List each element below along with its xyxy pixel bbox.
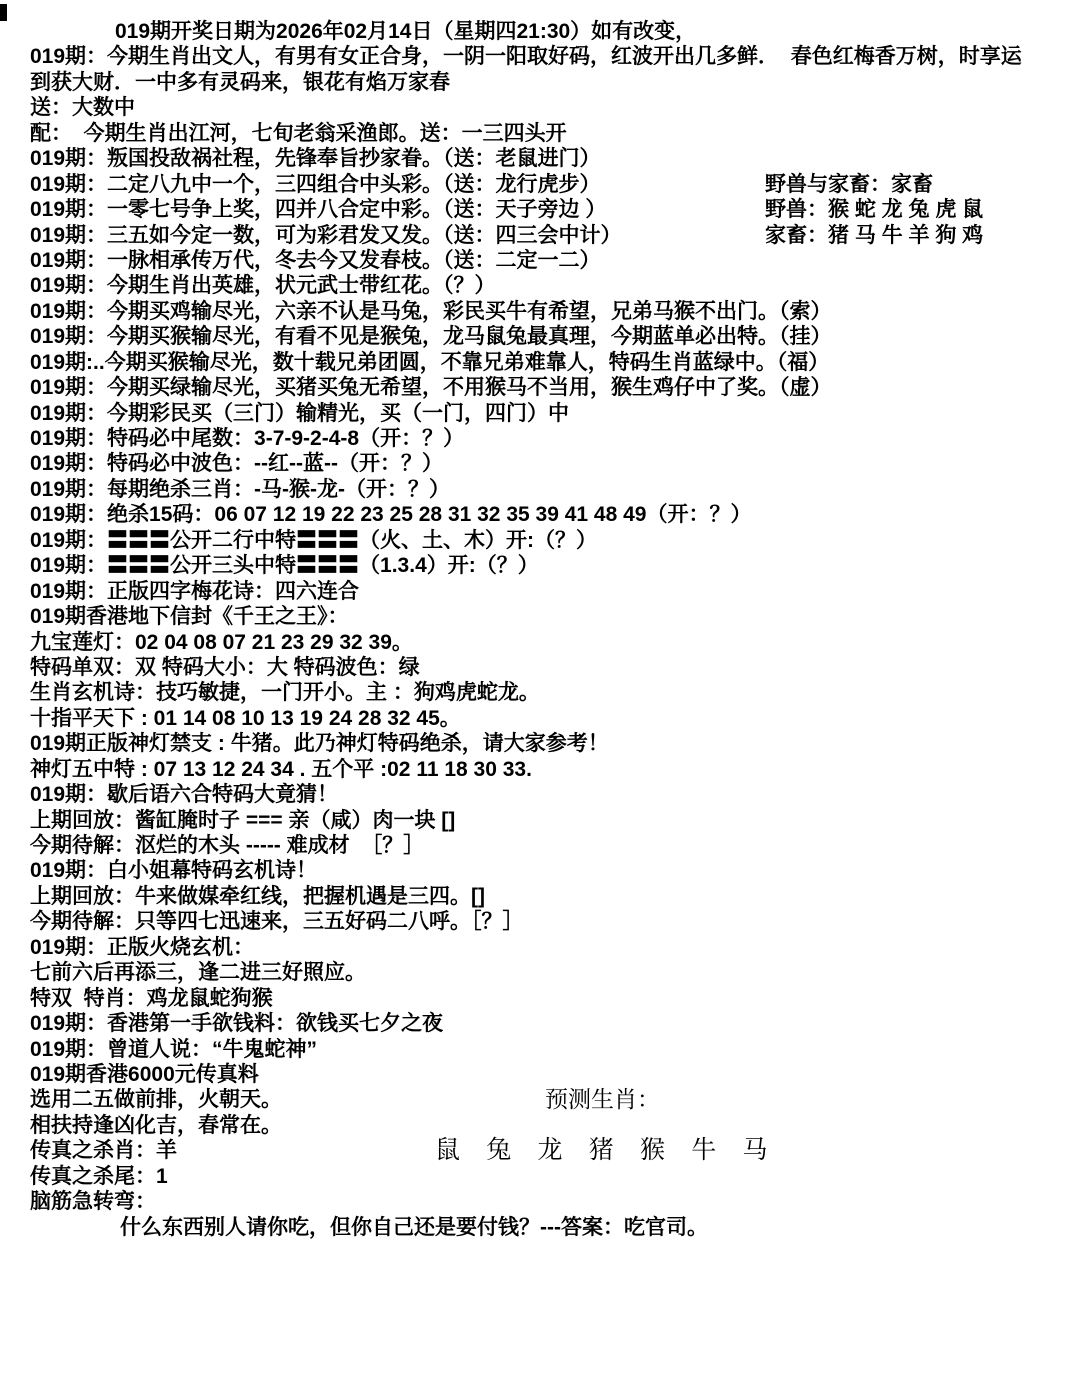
text-line bbox=[30, 630, 1072, 655]
text-line bbox=[30, 451, 1072, 476]
text-line bbox=[30, 172, 1072, 197]
text-line bbox=[30, 95, 1072, 120]
line-text: 019期：今期买绿输尽光，买猪买兔无希望，不用猴马不当用，猴生鸡仔中了奖。（虚） bbox=[30, 376, 832, 400]
prediction-zodiac-label: 预测生肖： bbox=[545, 1087, 660, 1113]
text-line bbox=[30, 273, 1072, 298]
text-line bbox=[30, 70, 1072, 95]
text-line bbox=[30, 1215, 1072, 1240]
text-line bbox=[30, 553, 1072, 578]
text-line bbox=[30, 248, 1072, 273]
line-text: 七前六后再添三，逢二进三好照应。 bbox=[30, 961, 366, 985]
line-text: 送：大数中 bbox=[30, 96, 135, 120]
line-text: 特双 特肖：鸡龙鼠蛇狗猴 bbox=[30, 986, 273, 1010]
text-line bbox=[30, 1189, 1072, 1214]
text-line bbox=[30, 757, 1072, 782]
line-text: 019期:..今期买猴输尽光，数十载兄弟团圆，不靠兄弟难靠人，特码生肖蓝绿中。（福） bbox=[30, 350, 830, 374]
text-line bbox=[30, 909, 1072, 934]
line-text: 生肖玄机诗：技巧敏捷，一门开小。主 ：狗鸡虎蛇龙。 bbox=[30, 681, 540, 705]
text-line bbox=[30, 858, 1072, 883]
beasts-vs-livestock-label: 野兽与家畜：家畜 bbox=[765, 172, 933, 196]
line-text: 选用二五做前排，火朝天。 bbox=[30, 1088, 282, 1112]
line-text: 019期：曾道人说：“牛鬼蛇神” bbox=[30, 1037, 318, 1061]
text-line bbox=[30, 44, 1072, 69]
text-line bbox=[30, 1062, 1072, 1087]
line-text: 019期：特码必中波色：--红--蓝--（开：？） bbox=[30, 452, 443, 476]
line-text: 019期开奖日期为2026年02月14日（星期四21:30）如有改变， bbox=[115, 20, 697, 43]
line-text: 019期：今期买猴输尽光，有看不见是猴兔，龙马鼠兔最真理，今期蓝单必出特。（挂） bbox=[30, 325, 832, 349]
line-text: 019期：香港第一手欲钱料：欲钱买七夕之夜 bbox=[30, 1012, 444, 1036]
line-text: 019期：三五如今定一数，可为彩君发又发。（送：四三会中计） bbox=[30, 223, 622, 247]
line-text: 019期正版神灯禁支 : 牛猪。此乃神灯特码绝杀，请大家参考！ bbox=[30, 732, 609, 756]
text-line bbox=[30, 1164, 1072, 1189]
text-line bbox=[30, 401, 1072, 426]
text-line bbox=[30, 655, 1072, 680]
line-text: 九宝莲灯：02 04 08 07 21 23 29 32 39。 bbox=[30, 630, 413, 654]
livestock-list: 家畜：猪 马 牛 羊 狗 鸡 bbox=[765, 223, 984, 247]
line-text: 019期：正版四字梅花诗：四六连合 bbox=[30, 579, 360, 603]
text-line bbox=[30, 324, 1072, 349]
text-line bbox=[30, 350, 1072, 375]
line-text: 019期：正版火烧玄机： bbox=[30, 935, 255, 959]
line-text: 今期待解：沤烂的木头 ----- 难成材 ［？］ bbox=[30, 834, 425, 857]
line-text: 019期：二定八九中一个，三四组合中头彩。（送：龙行虎步） bbox=[30, 172, 601, 196]
line-text: 传真之杀尾：1 bbox=[30, 1164, 168, 1188]
line-text: 019期：一零七号争上奖，四并八合定中彩。（送：天子旁边 ） bbox=[30, 198, 607, 222]
line-text: 019期：歇后语六合特码大竟猜！ bbox=[30, 783, 339, 807]
line-text: 传真之杀肖：羊 bbox=[30, 1139, 177, 1163]
line-text: 十指平天下 : 01 14 08 10 13 19 24 28 32 45。 bbox=[30, 706, 461, 730]
line-text: 上期回放：牛来做媒牵红线，把握机遇是三四。[] bbox=[30, 884, 485, 908]
text-line bbox=[30, 960, 1072, 985]
text-line bbox=[30, 223, 1072, 248]
wild-beasts-list: 野兽：猴 蛇 龙 兔 虎 鼠 bbox=[765, 198, 984, 222]
text-line bbox=[30, 1037, 1072, 1062]
line-text: 019期：绝杀15码：06 07 12 19 22 23 25 28 31 32 35 39 41 48 49（开：？） bbox=[30, 503, 752, 527]
line-text: 到获大财．一中多有灵码来，银花有焰万家春 bbox=[30, 70, 450, 94]
text-line bbox=[30, 604, 1072, 629]
text-line bbox=[30, 1011, 1072, 1036]
line-text: 019期：白小姐幕特码玄机诗！ bbox=[30, 859, 318, 883]
text-line bbox=[30, 935, 1072, 960]
line-text: 019期：每期绝杀三肖：-马-猴-龙-（开：？） bbox=[30, 477, 451, 501]
line-text: 相扶持逢凶化吉，春常在。 bbox=[30, 1113, 282, 1137]
line-text: 019期：今期彩民买（三门）输精光，买（一门，四门）中 bbox=[30, 401, 570, 425]
text-line bbox=[30, 884, 1072, 909]
text-line bbox=[30, 528, 1072, 553]
text-line bbox=[30, 579, 1072, 604]
line-text: 脑筋急转弯： bbox=[30, 1190, 156, 1214]
line-text: 019期：特码必中尾数：3-7-9-2-4-8（开：？） bbox=[30, 427, 465, 450]
line-text: 配： 今期生肖出江河，七旬老翁采渔郎。送：一三四头开 bbox=[30, 121, 567, 145]
text-line bbox=[30, 477, 1072, 502]
scan-artifact-mark bbox=[0, 4, 7, 21]
line-text: 今期待解：只等四七迅速来，三五好码二八呼。［？］ bbox=[30, 910, 524, 934]
line-text: 019期香港地下信封《千王之王》： bbox=[30, 605, 349, 629]
text-line bbox=[30, 146, 1072, 171]
text-line bbox=[30, 808, 1072, 833]
text-line bbox=[30, 1138, 1072, 1163]
line-text: 019期：〓〓〓公开二行中特〓〓〓（火、土、木）开:（？） bbox=[30, 528, 598, 552]
text-line bbox=[30, 197, 1072, 222]
line-text: 019期：叛国投敌祸社程，先锋奉旨抄家眷。（送：老鼠进门） bbox=[30, 147, 601, 171]
line-text: 019期香港6000元传真料 bbox=[30, 1062, 259, 1086]
text-line bbox=[30, 986, 1072, 1011]
text-line bbox=[30, 426, 1072, 451]
line-text: 019期：今期买鸡输尽光，六亲不认是马兔，彩民买牛有希望，兄弟马猴不出门。（索） bbox=[30, 299, 832, 323]
text-line bbox=[30, 680, 1072, 705]
line-text: 019期：一脉相承传万代，冬去今又发春枝。（送：二定一二） bbox=[30, 248, 601, 272]
text-line bbox=[30, 1087, 1072, 1112]
text-line bbox=[30, 19, 1072, 44]
text-line bbox=[30, 502, 1072, 527]
text-line bbox=[30, 833, 1072, 858]
text-line bbox=[30, 375, 1072, 400]
lottery-tip-sheet bbox=[30, 19, 1072, 1240]
line-text: 神灯五中特 : 07 13 12 24 34 . 五个平 :02 11 18 30 33. bbox=[30, 757, 532, 781]
line-text: 上期回放：酱缸腌时子 === 亲（咸）肉一块 [] bbox=[30, 808, 456, 832]
text-line bbox=[30, 782, 1072, 807]
line-text: 019期：今期生肖出英雄，状元武士带红花。（？） bbox=[30, 274, 496, 298]
text-line bbox=[30, 1113, 1072, 1138]
text-line bbox=[30, 121, 1072, 146]
text-line bbox=[30, 731, 1072, 756]
line-text: 什么东西别人请你吃，但你自己还是要付钱？---答案：吃官司。 bbox=[120, 1215, 708, 1239]
line-text: 019期：今期生肖出文人，有男有女正合身，一阴一阳取好码，红波开出几多鲜． 春色红梅香万树，时享运 bbox=[30, 45, 1022, 69]
text-line bbox=[30, 706, 1072, 731]
line-text: 特码单双：双 特码大小：大 特码波色：绿 bbox=[30, 655, 420, 679]
text-line bbox=[30, 299, 1072, 324]
line-text: 019期：〓〓〓公开三头中特〓〓〓（1.3.4）开:（？） bbox=[30, 554, 539, 578]
predicted-zodiacs-list: 鼠 兔 龙 猪 猴 牛 马 bbox=[435, 1137, 778, 1165]
